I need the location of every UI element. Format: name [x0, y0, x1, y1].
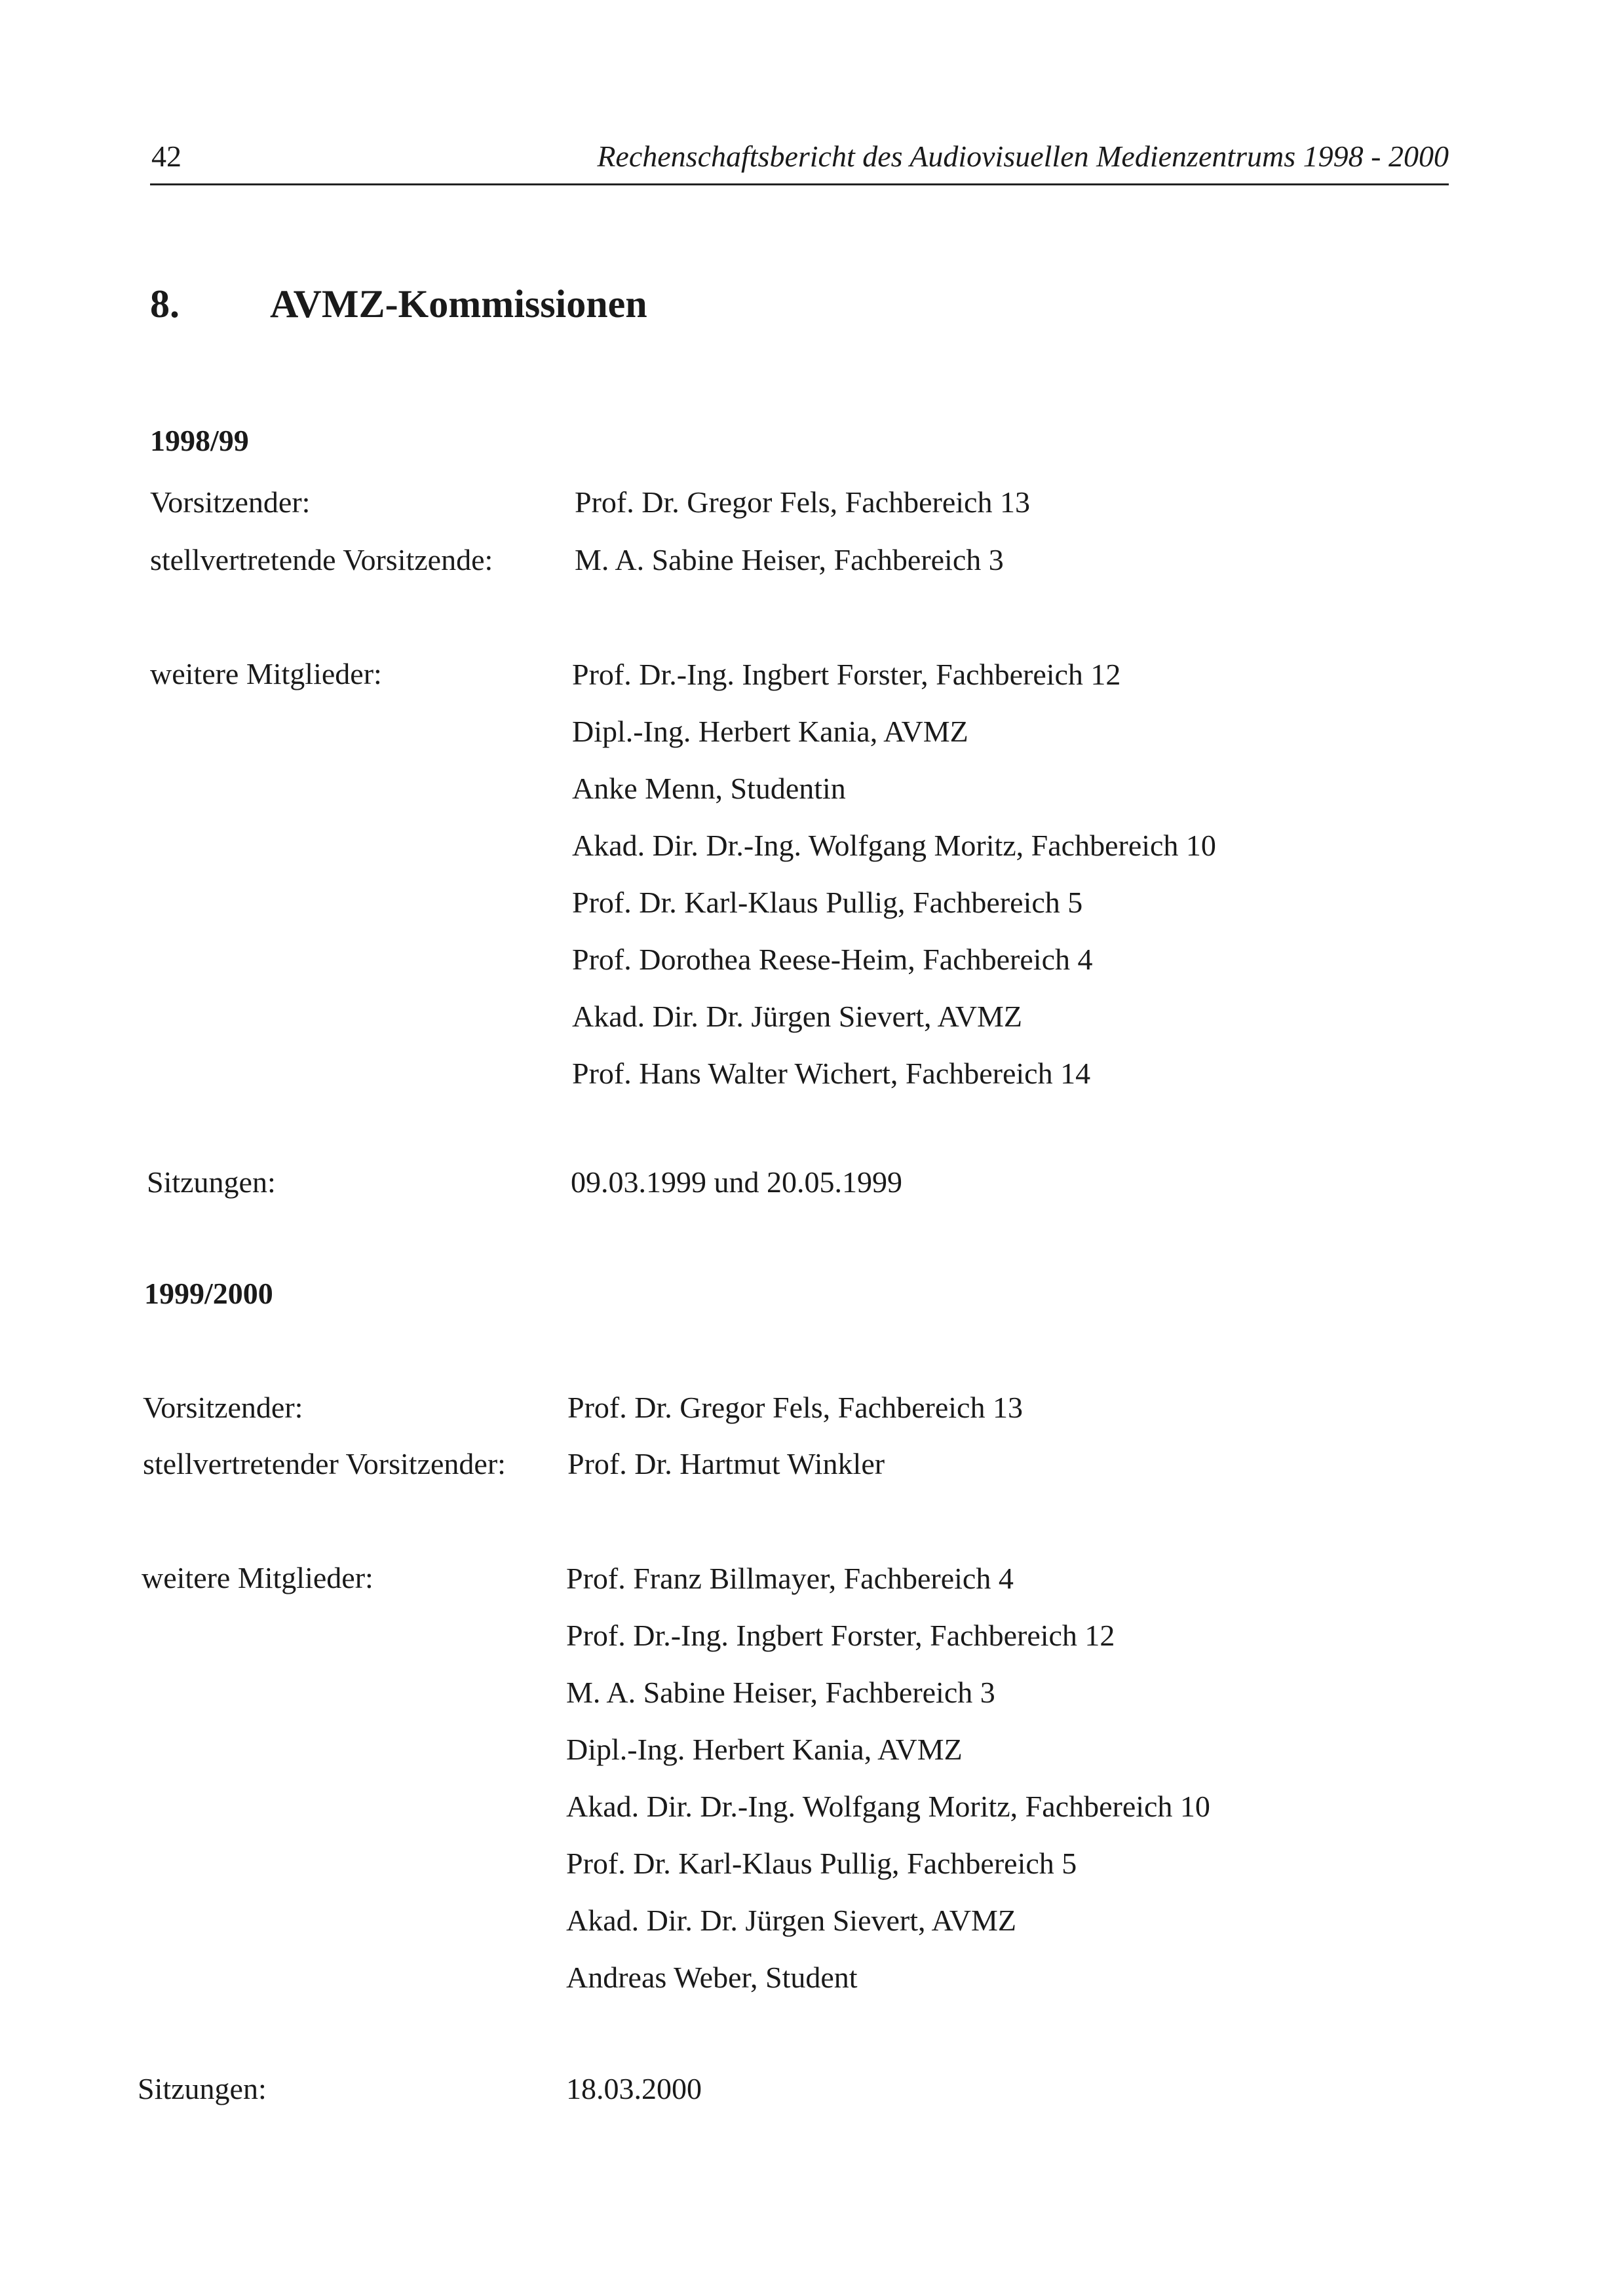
term-year-heading: 1999/2000	[144, 1277, 273, 1310]
member-item: Akad. Dir. Dr. Jürgen Sievert, AVMZ	[566, 1904, 1016, 1937]
meetings-label: Sitzungen:	[147, 1165, 276, 1199]
member-item: Prof. Franz Billmayer, Fachbereich 4	[566, 1562, 1014, 1595]
section-number: 8.	[150, 282, 180, 326]
members-list	[566, 1560, 1210, 2016]
chair-value: Prof. Dr. Gregor Fels, Fachbereich 13	[575, 485, 1030, 519]
page-number: 42	[151, 140, 182, 173]
chair-value: Prof. Dr. Gregor Fels, Fachbereich 13	[567, 1391, 1023, 1424]
members-list	[572, 656, 1216, 1112]
vice-chair-label: stellvertretender Vorsitzender:	[143, 1447, 506, 1480]
member-item: Dipl.-Ing. Herbert Kania, AVMZ	[572, 715, 968, 748]
chair-label: Vorsitzender:	[143, 1391, 303, 1424]
term-year-heading: 1998/99	[150, 424, 249, 457]
chair-label: Vorsitzender:	[150, 485, 311, 519]
member-item: Akad. Dir. Dr.-Ing. Wolfgang Moritz, Fachbereich 10	[566, 1790, 1210, 1823]
running-title: Rechenschaftsbericht des Audiovisuellen Medienzentrums 1998 - 2000	[597, 140, 1449, 173]
section-heading	[150, 282, 647, 327]
vice-chair-value: M. A. Sabine Heiser, Fachbereich 3	[575, 543, 1004, 576]
member-item: Dipl.-Ing. Herbert Kania, AVMZ	[566, 1733, 963, 1766]
member-item: M. A. Sabine Heiser, Fachbereich 3	[566, 1676, 995, 1709]
section-title: AVMZ-Kommissionen	[270, 282, 647, 326]
meetings-label: Sitzungen:	[138, 2072, 267, 2105]
member-item: Prof. Dr. Karl-Klaus Pullig, Fachbereich 5	[566, 1847, 1077, 1880]
member-item: Prof. Dr.-Ing. Ingbert Forster, Fachbereich 12	[572, 658, 1121, 691]
member-item: Andreas Weber, Student	[566, 1961, 858, 1994]
vice-chair-label: stellvertretende Vorsitzende:	[150, 543, 493, 576]
member-item: Akad. Dir. Dr.-Ing. Wolfgang Moritz, Fachbereich 10	[572, 829, 1216, 862]
member-item: Anke Menn, Studentin	[572, 772, 846, 805]
members-label: weitere Mitglieder:	[150, 657, 382, 690]
vice-chair-value: Prof. Dr. Hartmut Winkler	[567, 1447, 885, 1480]
member-item: Prof. Dr. Karl-Klaus Pullig, Fachbereich 5	[572, 886, 1083, 919]
members-label: weitere Mitglieder:	[142, 1561, 373, 1594]
member-item: Prof. Dorothea Reese-Heim, Fachbereich 4	[572, 943, 1093, 976]
member-item: Akad. Dir. Dr. Jürgen Sievert, AVMZ	[572, 1000, 1022, 1033]
meetings-value: 09.03.1999 und 20.05.1999	[571, 1165, 902, 1199]
meetings-value: 18.03.2000	[566, 2072, 702, 2105]
member-item: Prof. Hans Walter Wichert, Fachbereich 14	[572, 1057, 1091, 1090]
member-item: Prof. Dr.-Ing. Ingbert Forster, Fachbereich 12	[566, 1619, 1115, 1652]
page-header	[150, 136, 1449, 185]
